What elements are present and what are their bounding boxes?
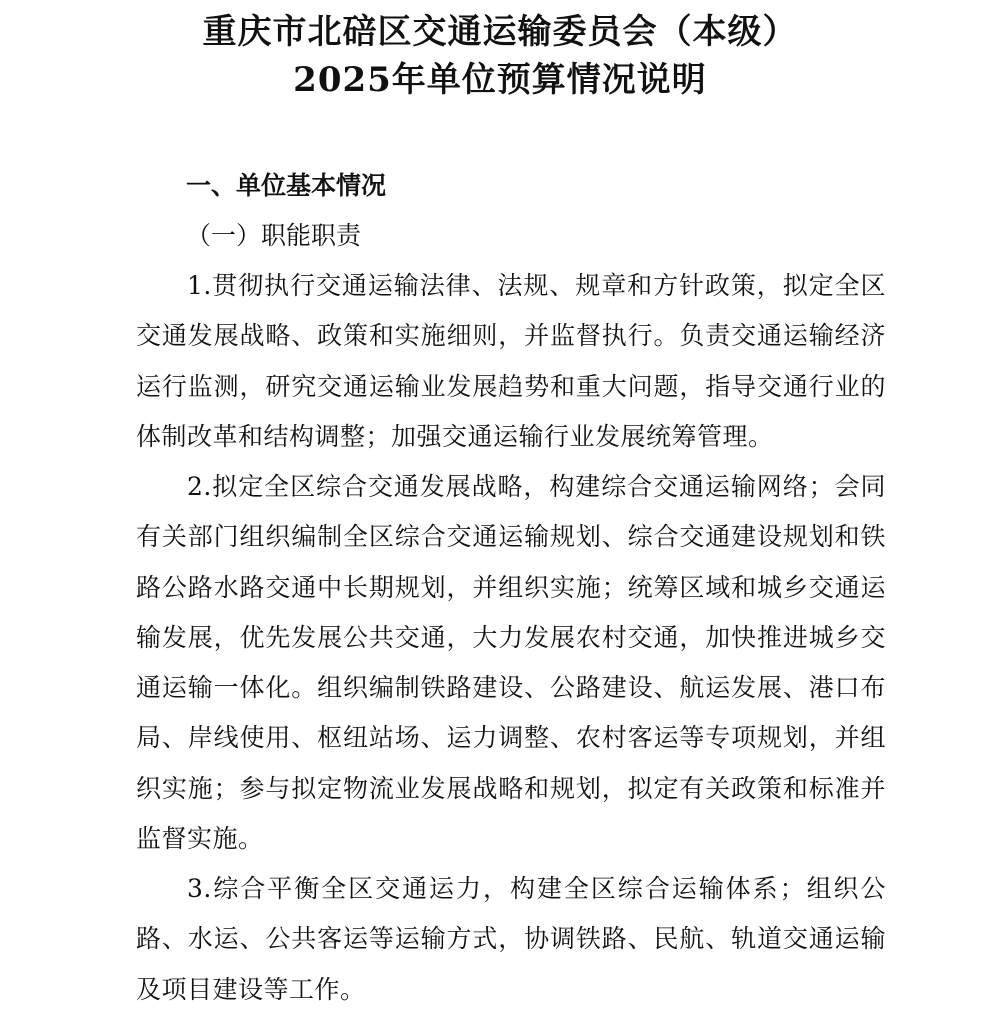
duty-paragraph-3: 3.综合平衡全区交通运力，构建全区综合运输体系；组织公路、水运、公共客运等运输方式，协调铁路、民航、轨道交通运输及项目建设等工作。 — [136, 874, 886, 1004]
section-heading-basic-info: 一、单位基本情况 — [186, 171, 387, 200]
duty-paragraph-1: 1.贯彻执行交通运输法律、法规、规章和方针政策，拟定全区交通发展战略、政策和实施细则，并监督执行。负责交通运输经济运行监测，研究交通运输业发展趋势和重大问题，指导交通行业的体制改革和结构调整；加强交通运输行业发展统筹管理。 — [136, 271, 886, 451]
document-title-line-2: 2025年单位预算情况说明 — [293, 60, 707, 100]
duty-paragraph-2: 2.拟定全区综合交通发展战略，构建综合交通运输网络；会同有关部门组织编制全区综合交通运输规划、综合交通建设规划和铁路公路水路交通中长期规划，并组织实施；统筹区域和城乡交通运输发展，优先发展公共交通，大力发展农村交通，加快推进城乡交通运输一体化。组织编制铁路建设、公路建设、航运发展、港口布局、岸线使用、枢纽站场、运力调整、农村客运等专项规划，并组织实施；参与拟定物流业发展战略和规划，拟定有关政策和标准并监督实施。 — [136, 472, 886, 854]
subsection-heading-duties: （一）职能职责 — [186, 221, 362, 250]
document-title-line-1: 重庆市北碚区交通运输委员会（本级） — [202, 12, 798, 52]
